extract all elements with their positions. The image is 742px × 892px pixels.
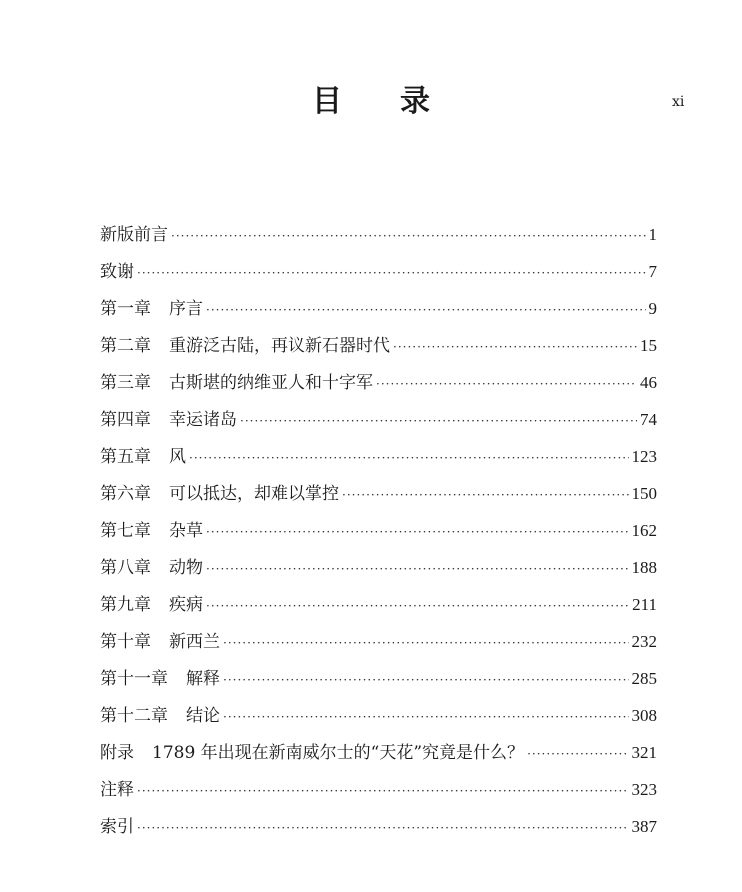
- toc-chapter-number: 附录: [100, 743, 134, 763]
- toc-entry: [100, 442, 657, 479]
- toc-chapter-number: 第八章: [100, 558, 151, 578]
- toc-entry-page: 162: [631, 521, 657, 540]
- toc-entry: [100, 405, 657, 442]
- toc-entry: [100, 701, 657, 738]
- toc-entry-title: 结论: [186, 706, 220, 726]
- toc-entry-page: 46: [640, 373, 657, 392]
- toc-entry-page: 9: [648, 299, 657, 318]
- toc-chapter-number: 第九章: [100, 595, 151, 615]
- toc-entry: [100, 627, 657, 664]
- toc-entry: [100, 257, 657, 294]
- toc-chapter-number: 第一章: [100, 299, 151, 319]
- toc-chapter-number: 第二章: [100, 336, 151, 356]
- toc-entry-title: 索引: [100, 817, 134, 837]
- table-of-contents: [100, 220, 657, 849]
- toc-entry-title: 可以抵达，却难以掌控: [169, 484, 339, 504]
- dot-leader: [223, 673, 629, 687]
- dot-leader: [393, 340, 637, 354]
- toc-entry: [100, 812, 657, 849]
- toc-entry-title: 新西兰: [169, 632, 220, 652]
- toc-entry: [100, 479, 657, 516]
- toc-entry-title: 杂草: [169, 521, 203, 541]
- toc-entry-title: 序言: [169, 299, 203, 319]
- dot-leader: [527, 747, 628, 761]
- toc-chapter-number: 第三章: [100, 373, 151, 393]
- dot-leader: [206, 525, 629, 539]
- toc-entry: [100, 368, 657, 405]
- dot-leader: [171, 229, 646, 243]
- toc-entry: [100, 553, 657, 590]
- toc-entry: [100, 664, 657, 701]
- toc-entry-page: 150: [631, 484, 657, 503]
- dot-leader: [206, 599, 629, 613]
- toc-entry-page: 7: [648, 262, 657, 281]
- toc-entry-title: 疾病: [169, 595, 203, 615]
- toc-entry-title: 解释: [186, 669, 220, 689]
- toc-entry: [100, 590, 657, 627]
- toc-entry-page: 387: [631, 817, 657, 836]
- dot-leader: [189, 451, 629, 465]
- toc-chapter-number: 第十一章: [100, 669, 168, 689]
- page-title: 目录: [312, 84, 488, 119]
- toc-entry-page: 1: [648, 225, 657, 244]
- toc-entry: [100, 331, 657, 368]
- toc-entry-page: 188: [631, 558, 657, 577]
- dot-leader: [223, 710, 629, 724]
- dot-leader: [137, 784, 629, 798]
- toc-entry-title: 幸运诸岛: [169, 410, 237, 430]
- toc-entry-title: 动物: [169, 558, 203, 578]
- toc-entry-title: 新版前言: [100, 225, 168, 245]
- toc-entry-page: 285: [631, 669, 657, 688]
- dot-leader: [137, 821, 629, 835]
- toc-entry-page: 232: [631, 632, 657, 651]
- toc-entry: [100, 516, 657, 553]
- toc-entry-page: 74: [640, 410, 657, 429]
- toc-entry: [100, 775, 657, 812]
- toc-entry-page: 15: [640, 336, 657, 355]
- toc-chapter-number: 第四章: [100, 410, 151, 430]
- dot-leader: [137, 266, 646, 280]
- page-number: xi: [672, 94, 685, 110]
- dot-leader: [376, 377, 637, 391]
- toc-entry-page: 321: [631, 743, 657, 762]
- toc-entry: [100, 294, 657, 331]
- toc-entry-title: 注释: [100, 780, 134, 800]
- toc-entry-page: 211: [632, 595, 657, 614]
- toc-entry-title: 致谢: [100, 262, 134, 282]
- toc-chapter-number: 第十二章: [100, 706, 168, 726]
- dot-leader: [342, 488, 629, 502]
- toc-entry: [100, 738, 657, 775]
- toc-chapter-number: 第十章: [100, 632, 151, 652]
- toc-chapter-number: 第七章: [100, 521, 151, 541]
- dot-leader: [206, 562, 629, 576]
- toc-chapter-number: 第六章: [100, 484, 151, 504]
- dot-leader: [240, 414, 637, 428]
- toc-entry-page: 323: [631, 780, 657, 799]
- dot-leader: [223, 636, 629, 650]
- toc-chapter-number: 第五章: [100, 447, 151, 467]
- toc-entry-title: 重游泛古陆，再议新石器时代: [169, 336, 390, 356]
- toc-entry-page: 308: [631, 706, 657, 725]
- toc-entry-title: 古斯堪的纳维亚人和十字军: [169, 373, 373, 393]
- toc-entry: [100, 220, 657, 257]
- toc-entry-page: 123: [631, 447, 657, 466]
- toc-entry-title: 1789 年出现在新南威尔士的“天花”究竟是什么？: [152, 743, 525, 763]
- toc-entry-title: 风: [169, 447, 186, 467]
- dot-leader: [206, 303, 646, 317]
